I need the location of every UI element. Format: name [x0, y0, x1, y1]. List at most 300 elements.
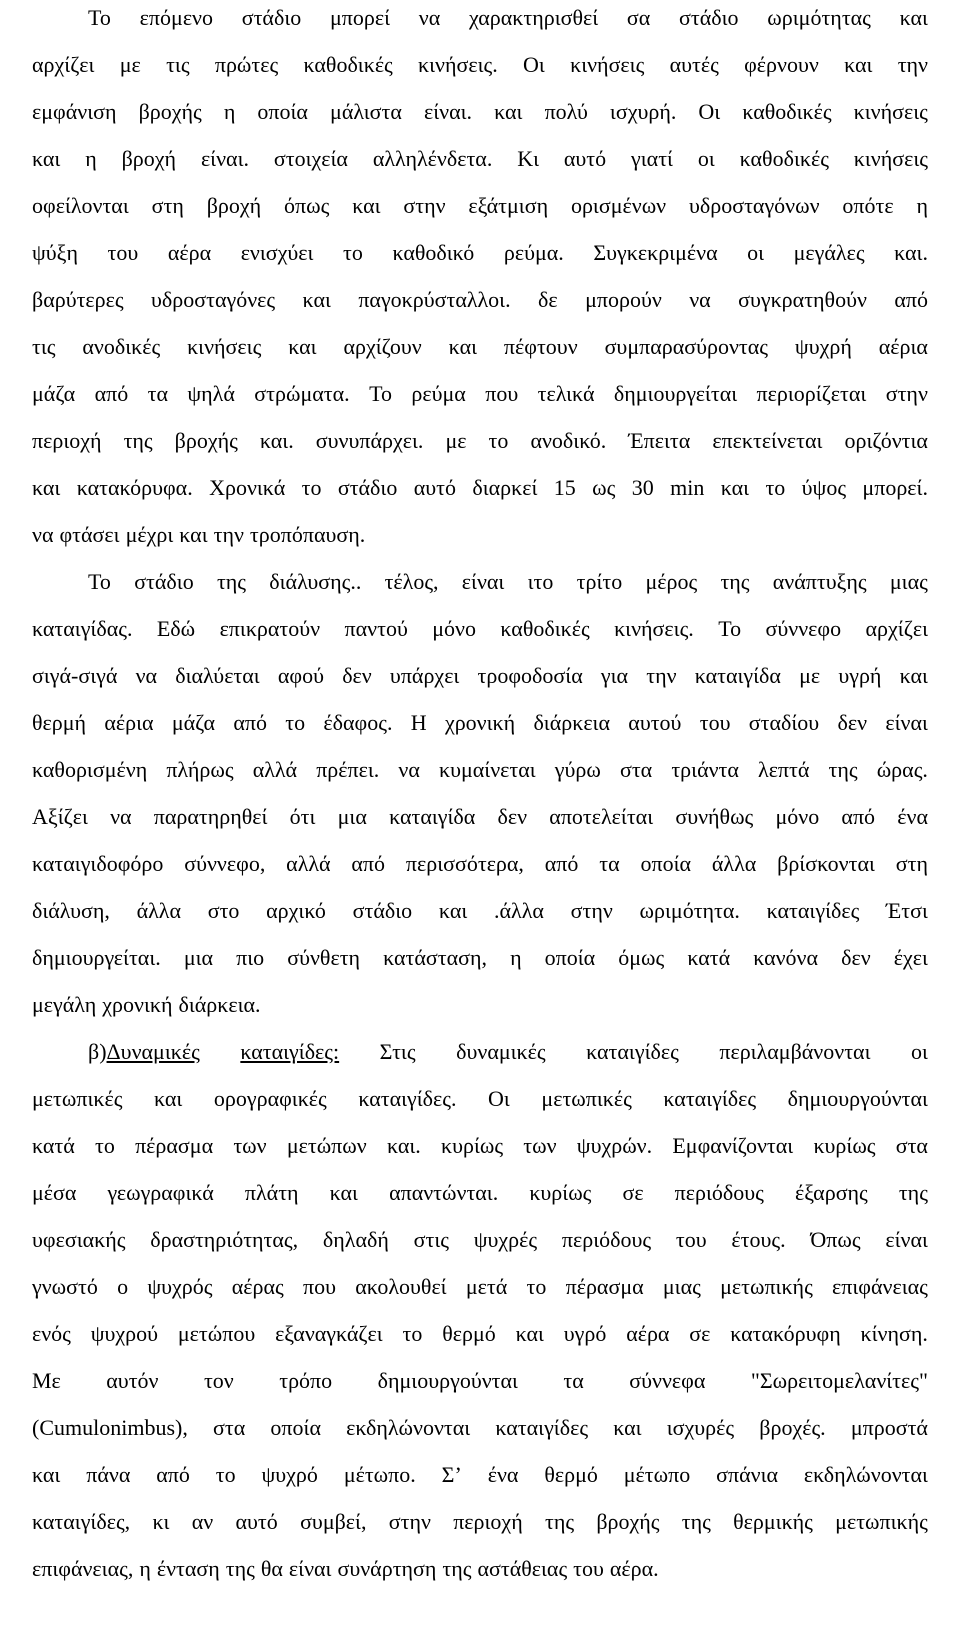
word: είναι	[461, 569, 505, 594]
word: ρεύμα	[411, 381, 466, 406]
word: των	[523, 1133, 557, 1158]
word: Αξίζει	[32, 804, 88, 829]
word: μετώπου	[177, 1321, 256, 1346]
word: δεν	[497, 804, 528, 829]
text-line	[32, 934, 928, 981]
word: πρέπει.	[316, 757, 380, 782]
word: όπως	[284, 193, 330, 218]
text-line	[32, 417, 928, 464]
word: ψυχρό	[261, 1462, 318, 1487]
word: και	[179, 522, 208, 547]
word: κυρίως	[813, 1133, 876, 1158]
word: ψυχρές	[473, 1227, 538, 1252]
word: παρατηρηθεί	[153, 804, 268, 829]
text-line	[32, 41, 928, 88]
word: την	[897, 52, 928, 77]
text-line	[32, 652, 928, 699]
word: τροφοδοσία	[477, 663, 583, 688]
word: Το	[88, 5, 111, 30]
word: Οι	[488, 1086, 510, 1111]
word: αρχίζουν	[343, 334, 422, 359]
word: τις	[32, 334, 56, 359]
word: στην	[388, 1509, 431, 1534]
word: πλήρως	[166, 757, 234, 782]
word: καθοδικές	[303, 52, 393, 77]
text-line	[32, 1498, 928, 1545]
word: γνωστό	[32, 1274, 98, 1299]
text-line	[32, 1310, 928, 1357]
word: κατάσταση,	[383, 945, 487, 970]
word: από	[544, 851, 579, 876]
word: και	[352, 193, 381, 218]
word: Το	[88, 569, 111, 594]
word: να	[135, 663, 158, 688]
word: μάζα	[171, 710, 216, 735]
word: μέσα	[32, 1180, 77, 1205]
word: και	[448, 334, 478, 359]
word: μιας	[662, 1274, 701, 1299]
text-line	[32, 323, 928, 370]
text-line	[32, 605, 928, 652]
word: οριζόντια	[844, 428, 928, 453]
word: παντού	[344, 616, 408, 641]
word: της	[681, 1509, 711, 1534]
text-line	[32, 1404, 928, 1451]
word: ψύξη	[32, 240, 78, 265]
word: πέρασμα	[565, 1274, 644, 1299]
word: άλλα	[711, 851, 757, 876]
word: καταιγίδες	[766, 898, 860, 923]
word: του	[107, 240, 139, 265]
word: διάλυσης..	[269, 569, 362, 594]
word: στην	[885, 381, 928, 406]
word: της	[123, 428, 153, 453]
word: μέρος	[645, 569, 698, 594]
text-line	[32, 370, 928, 417]
text-line	[32, 88, 928, 135]
word: στα	[619, 757, 653, 782]
word: οποία	[544, 945, 596, 970]
word: σταδίου	[748, 710, 820, 735]
word: καταιγίδες.	[358, 1086, 457, 1111]
text-line	[32, 699, 928, 746]
word: επεκτείνεται	[712, 428, 823, 453]
word: ενισχύει	[240, 240, 314, 265]
word: καθοδικές	[742, 99, 832, 124]
text-line	[32, 135, 928, 182]
word: πάνα	[86, 1462, 131, 1487]
word: τέλος,	[384, 569, 439, 594]
word: κατακόρυφα.	[76, 475, 193, 500]
text-line	[32, 511, 928, 558]
word: αέρια	[878, 334, 928, 359]
text-line	[32, 1216, 928, 1263]
text-line	[32, 464, 928, 511]
word: ψηλά	[187, 381, 235, 406]
word: το	[95, 1133, 115, 1158]
word: μετωπικές	[32, 1086, 123, 1111]
word: βροχή	[206, 193, 262, 218]
word: οι	[747, 240, 765, 265]
word: Έπειτα	[628, 428, 691, 453]
word: Εδώ	[156, 616, 196, 641]
word: και	[844, 52, 873, 77]
word: κανόνα	[753, 945, 819, 970]
word: ένα	[487, 1462, 519, 1487]
word: συνήθως	[675, 804, 754, 829]
word: στάδιο	[352, 898, 413, 923]
word: μεγάλη	[32, 992, 97, 1017]
word: η	[510, 945, 522, 970]
word: χρονική	[102, 992, 173, 1017]
word: δημιουργείται	[613, 381, 738, 406]
word: ωριμότητας	[767, 5, 871, 30]
word: σύννεφο,	[184, 851, 266, 876]
word: καθορισμένη	[32, 757, 148, 782]
word: περιόδους	[674, 1180, 764, 1205]
word: μάλιστα	[330, 99, 402, 124]
word: ψυχρού	[90, 1321, 159, 1346]
word: και	[494, 99, 523, 124]
word: γιατί	[631, 146, 673, 171]
word: αυτό	[413, 475, 456, 500]
word: έδαφος.	[323, 710, 393, 735]
word: με	[445, 428, 467, 453]
word: μετωπικές	[541, 1086, 632, 1111]
word: το	[526, 1274, 547, 1299]
word: ακολουθεί	[355, 1274, 447, 1299]
word: μπορεί.	[862, 475, 928, 500]
word: στα	[895, 1133, 928, 1158]
word: από	[351, 851, 386, 876]
word: στις	[413, 1227, 449, 1252]
word: στοιχεία	[273, 146, 348, 171]
word: ότι	[289, 804, 316, 829]
word: δε	[538, 287, 558, 312]
word: min	[670, 475, 705, 500]
text-line	[32, 840, 928, 887]
word: συμπαρασύροντας	[604, 334, 769, 359]
word: συμβεί,	[300, 1509, 367, 1534]
word: οποία	[257, 99, 308, 124]
word: ορισμένων	[570, 193, 667, 218]
word: υγρό	[563, 1321, 607, 1346]
word: αέρας	[231, 1274, 284, 1299]
word: υγρή	[838, 663, 882, 688]
word: μιας	[889, 569, 928, 594]
word: κινήσεις.	[614, 616, 694, 641]
word: δημιουργούνται	[787, 1086, 928, 1111]
word: και	[438, 898, 468, 923]
word: και.	[386, 1133, 421, 1158]
word: είναι	[288, 1556, 332, 1581]
word: στη	[151, 193, 184, 218]
word: γύρω	[554, 757, 601, 782]
word: αέρια	[104, 710, 154, 735]
word: ιτο	[527, 569, 554, 594]
word: υφεσιακής	[32, 1227, 126, 1252]
word: Το	[718, 616, 742, 641]
word: Χρονικά	[209, 475, 286, 500]
word: στα	[213, 1415, 246, 1440]
word: ψυχρών.	[576, 1133, 653, 1158]
word: είναι	[885, 710, 928, 735]
word: κινήσεις	[853, 146, 928, 171]
word: βροχής	[138, 99, 202, 124]
word: Κι	[517, 146, 540, 171]
word: την	[213, 522, 244, 547]
word: περιορίζεται	[756, 381, 867, 406]
word: τελικά	[537, 381, 595, 406]
word: περιοχή	[32, 428, 102, 453]
word: δεν	[342, 663, 372, 688]
word: τα	[563, 1368, 584, 1393]
word: 30	[631, 475, 654, 500]
word: της	[898, 1180, 928, 1205]
word: διάρκεια	[533, 710, 610, 735]
text-line	[32, 1263, 928, 1310]
word: θερμό	[442, 1321, 496, 1346]
word: Όπως	[810, 1227, 861, 1252]
word: σα	[626, 5, 651, 30]
word: η	[139, 1556, 151, 1581]
word: κινήσεις	[853, 99, 928, 124]
word: μέτωπο.	[343, 1462, 416, 1487]
word: στάδιο	[241, 5, 302, 30]
word: πέφτουν	[503, 334, 578, 359]
text-line	[32, 1545, 928, 1592]
word: .άλλα	[494, 898, 544, 923]
word: και	[32, 146, 61, 171]
word: της	[225, 1556, 255, 1581]
word: θα	[260, 1556, 283, 1581]
word: βροχές.	[759, 1415, 826, 1440]
word: μεγάλες	[793, 240, 865, 265]
text-line	[32, 229, 928, 276]
word: κατακόρυφη	[730, 1321, 841, 1346]
word: Συγκεκριμένα	[593, 240, 718, 265]
text-line	[32, 1028, 928, 1075]
word: άλλα	[136, 898, 181, 923]
word: αρχίζει	[32, 52, 95, 77]
word: εμφάνιση	[32, 99, 117, 124]
word: τρίτο	[576, 569, 623, 594]
word: μπροστά	[850, 1415, 928, 1440]
word: ισχυρές	[666, 1415, 735, 1440]
word: διαρκεί	[472, 475, 538, 500]
word: μέχρι	[125, 522, 174, 547]
word: αφού	[277, 663, 325, 688]
word: αέρα	[167, 240, 212, 265]
word: να	[689, 287, 711, 312]
word: δηλαδή	[322, 1227, 389, 1252]
word: πιο	[236, 945, 265, 970]
word: στην	[570, 898, 613, 923]
word: τριάντα	[671, 757, 739, 782]
word: κυρίως	[529, 1180, 592, 1205]
word: οποία	[640, 851, 692, 876]
word: ενός	[32, 1321, 71, 1346]
word: υδροσταγόνες	[151, 287, 276, 312]
word: σύνθετη	[287, 945, 361, 970]
word: της	[442, 1556, 472, 1581]
word: Η	[410, 710, 427, 735]
word: θερμή	[32, 710, 87, 735]
word: κατά	[32, 1133, 75, 1158]
word: για	[600, 663, 629, 688]
word: αέρα	[626, 1321, 670, 1346]
word: αέρα.	[609, 1556, 659, 1581]
word: καταιγίδα	[694, 663, 781, 688]
word: και	[720, 475, 750, 500]
word: συνυπάρχει.	[315, 428, 424, 453]
word: στρώματα.	[254, 381, 350, 406]
word: ισχυρή.	[609, 99, 677, 124]
word: και	[32, 475, 61, 500]
word: με	[799, 663, 821, 688]
word: την	[646, 663, 677, 688]
word: καθοδικό	[392, 240, 475, 265]
word: ανάπτυξης	[772, 569, 867, 594]
word: χρονική	[444, 710, 516, 735]
word: λεπτά	[758, 757, 810, 782]
word: τροπόπαυση.	[249, 522, 366, 547]
word: από	[894, 287, 928, 312]
text-line	[32, 1451, 928, 1498]
word: στην	[403, 193, 446, 218]
word: αλλά	[252, 757, 298, 782]
word: καταιγίδες	[586, 1039, 679, 1064]
word: δημιουργείται.	[32, 945, 161, 970]
text-line	[32, 0, 928, 41]
word: ο	[117, 1274, 129, 1299]
word: σε	[622, 1180, 644, 1205]
word: ένταση	[156, 1556, 220, 1581]
word: και.	[259, 428, 294, 453]
word: φέρνουν	[744, 52, 819, 77]
word: οποία	[270, 1415, 321, 1440]
word: έχει	[893, 945, 928, 970]
word: το	[765, 475, 786, 500]
word: να	[110, 804, 132, 829]
word: πλάτη	[244, 1180, 299, 1205]
word: σε	[689, 1321, 711, 1346]
word: αν	[191, 1509, 214, 1534]
word: επόμενο	[139, 5, 213, 30]
text-line	[32, 746, 928, 793]
word: μετωπικής	[835, 1509, 928, 1534]
word: παγοκρύσταλλοι.	[358, 287, 511, 312]
word: θερμικής	[733, 1509, 813, 1534]
word: το	[343, 240, 363, 265]
word: μέτωπο	[623, 1462, 691, 1487]
word: εκδηλώνονται	[346, 1415, 471, 1440]
word: του	[675, 1227, 707, 1252]
word: απαντώνται.	[389, 1180, 499, 1205]
word: ύψος	[801, 475, 847, 500]
word: επιφάνειας	[832, 1274, 928, 1299]
word: και	[613, 1415, 642, 1440]
word: μπορούν	[585, 287, 662, 312]
word: οπότε	[842, 193, 894, 218]
word: της	[544, 1509, 575, 1534]
text-line	[32, 1075, 928, 1122]
word: το	[488, 428, 509, 453]
word: ψυχρή	[794, 334, 852, 359]
word: από	[156, 1462, 190, 1487]
word: στη	[895, 851, 928, 876]
word: να	[32, 522, 54, 547]
word: Έτσι	[886, 898, 928, 923]
word: καταιγιδοφόρο	[32, 851, 164, 876]
word: αυτού	[628, 710, 682, 735]
word: εξαναγκάζει	[275, 1321, 383, 1346]
word: διάλυση,	[32, 898, 110, 923]
word: β)Δυναμικές	[88, 1039, 200, 1064]
word: η	[85, 146, 97, 171]
word: κατά	[687, 945, 731, 970]
word: βροχής	[596, 1509, 660, 1534]
word: Στις	[379, 1039, 416, 1064]
word: και.	[894, 240, 928, 265]
word: περιόδους	[561, 1227, 652, 1252]
word: στάδιο	[134, 569, 194, 594]
word: Οι	[698, 99, 721, 124]
word: μόνο	[775, 804, 820, 829]
word: βροχή	[121, 146, 177, 171]
word: συγκρατηθούν	[738, 287, 867, 312]
word: το	[285, 710, 306, 735]
word: τις	[166, 52, 190, 77]
word: η	[223, 99, 236, 124]
word: εξάτμιση	[468, 193, 549, 218]
word: σύννεφα	[629, 1368, 706, 1393]
word: 15	[553, 475, 576, 500]
word: αυτό	[563, 146, 607, 171]
word: δυναμικές	[456, 1039, 546, 1064]
word: καταιγίδας.	[32, 616, 133, 641]
word: είναι.	[200, 146, 249, 171]
word: μάζα	[32, 381, 76, 406]
word: τρόπο	[279, 1368, 333, 1393]
word: Σ’	[441, 1462, 462, 1487]
word: καταιγίδα	[389, 804, 476, 829]
word: συνάρτηση	[337, 1556, 437, 1581]
word: αρχίζει	[865, 616, 928, 641]
word: το	[301, 475, 322, 500]
word: που	[485, 381, 519, 406]
word: μετώπων	[286, 1133, 367, 1158]
text-line	[32, 558, 928, 605]
word: ένα	[897, 804, 928, 829]
word: δεν	[837, 710, 868, 735]
word: καθοδικές	[739, 146, 829, 171]
word: από	[233, 710, 267, 735]
word: σπάνια	[716, 1462, 779, 1487]
word: σιγά-σιγά	[32, 663, 118, 688]
word: και	[515, 1321, 544, 1346]
word: ψυχρός	[147, 1274, 213, 1299]
word: δεν	[841, 945, 871, 970]
word: διαλύεται	[175, 663, 260, 688]
word: από	[841, 804, 876, 829]
word: του	[573, 1556, 604, 1581]
word: βρίσκονται	[777, 851, 875, 876]
word: οφείλονται	[32, 193, 129, 218]
word: κυμαίνεται	[438, 757, 536, 782]
word: αυτό	[235, 1509, 278, 1534]
word: ανοδικό.	[530, 428, 607, 453]
